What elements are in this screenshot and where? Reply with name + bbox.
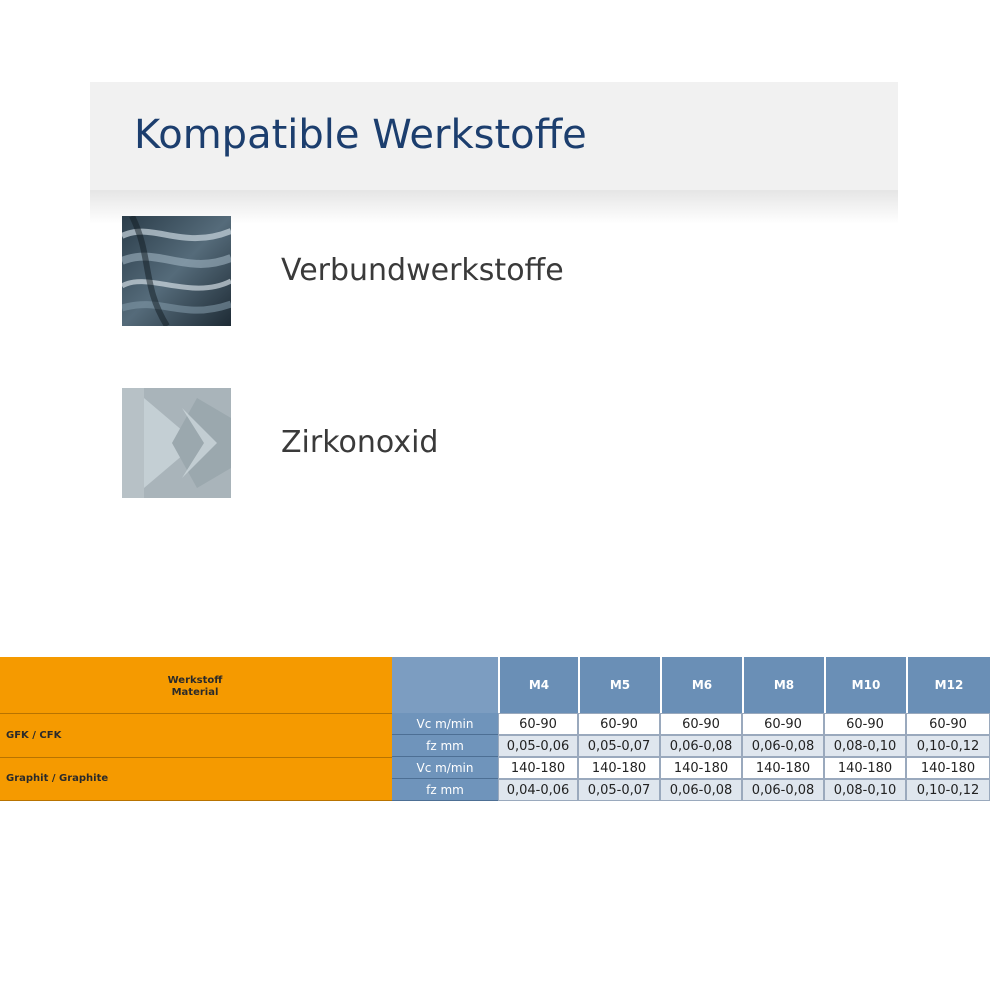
table-cell: 0,08-0,10 (824, 735, 906, 757)
table-cell: 140-180 (660, 757, 742, 779)
table-header-material-de: Werkstoff (167, 675, 223, 686)
material-label-zirconia: Zirkonoxid (281, 425, 439, 460)
table-cell: 140-180 (906, 757, 990, 779)
param-label-vc: Vc m/min (392, 757, 498, 779)
table-cell: 0,06-0,08 (742, 735, 824, 757)
table-cell: 0,10-0,12 (906, 735, 990, 757)
table-cell: 140-180 (498, 757, 578, 779)
table-cell: 0,06-0,08 (660, 779, 742, 801)
param-label-fz: fz mm (392, 735, 498, 757)
table-cell: 0,05-0,07 (578, 735, 660, 757)
table-cell: 60-90 (498, 713, 578, 735)
table-cell: 60-90 (578, 713, 660, 735)
cutting-data-table (0, 657, 990, 801)
table-cell: 0,05-0,07 (578, 779, 660, 801)
table-cell: 60-90 (906, 713, 990, 735)
table-header-size: M6 (660, 657, 742, 713)
page-title: Kompatible Werkstoffe (134, 112, 587, 158)
table-header-size: M12 (906, 657, 990, 713)
table-cell: 0,08-0,10 (824, 779, 906, 801)
table-cell: 0,06-0,08 (742, 779, 824, 801)
zirconia-block-image (122, 388, 231, 498)
table-cell: 60-90 (660, 713, 742, 735)
table-cell: 0,06-0,08 (660, 735, 742, 757)
table-header-size: M10 (824, 657, 906, 713)
param-label-fz: fz mm (392, 779, 498, 801)
table-cell: 140-180 (578, 757, 660, 779)
param-label-vc: Vc m/min (392, 713, 498, 735)
table-header-material-en: Material (171, 687, 219, 698)
table-header-size: M5 (578, 657, 660, 713)
table-header-size: M8 (742, 657, 824, 713)
composite-fibers-image (122, 216, 231, 326)
table-cell: 140-180 (824, 757, 906, 779)
table-cell: 0,04-0,06 (498, 779, 578, 801)
table-header-param-cell (392, 657, 498, 713)
table-cell: 60-90 (824, 713, 906, 735)
table-header-material (0, 675, 390, 699)
table-header-size: M4 (498, 657, 578, 713)
table-cell: 0,10-0,12 (906, 779, 990, 801)
table-cell: 60-90 (742, 713, 824, 735)
material-label-composite: Verbundwerkstoffe (281, 253, 564, 288)
table-cell: 140-180 (742, 757, 824, 779)
table-cell: 0,05-0,06 (498, 735, 578, 757)
table-row-material-graphite: Graphit / Graphite (6, 773, 109, 784)
table-row-material-gfk: GFK / CFK (6, 730, 62, 741)
